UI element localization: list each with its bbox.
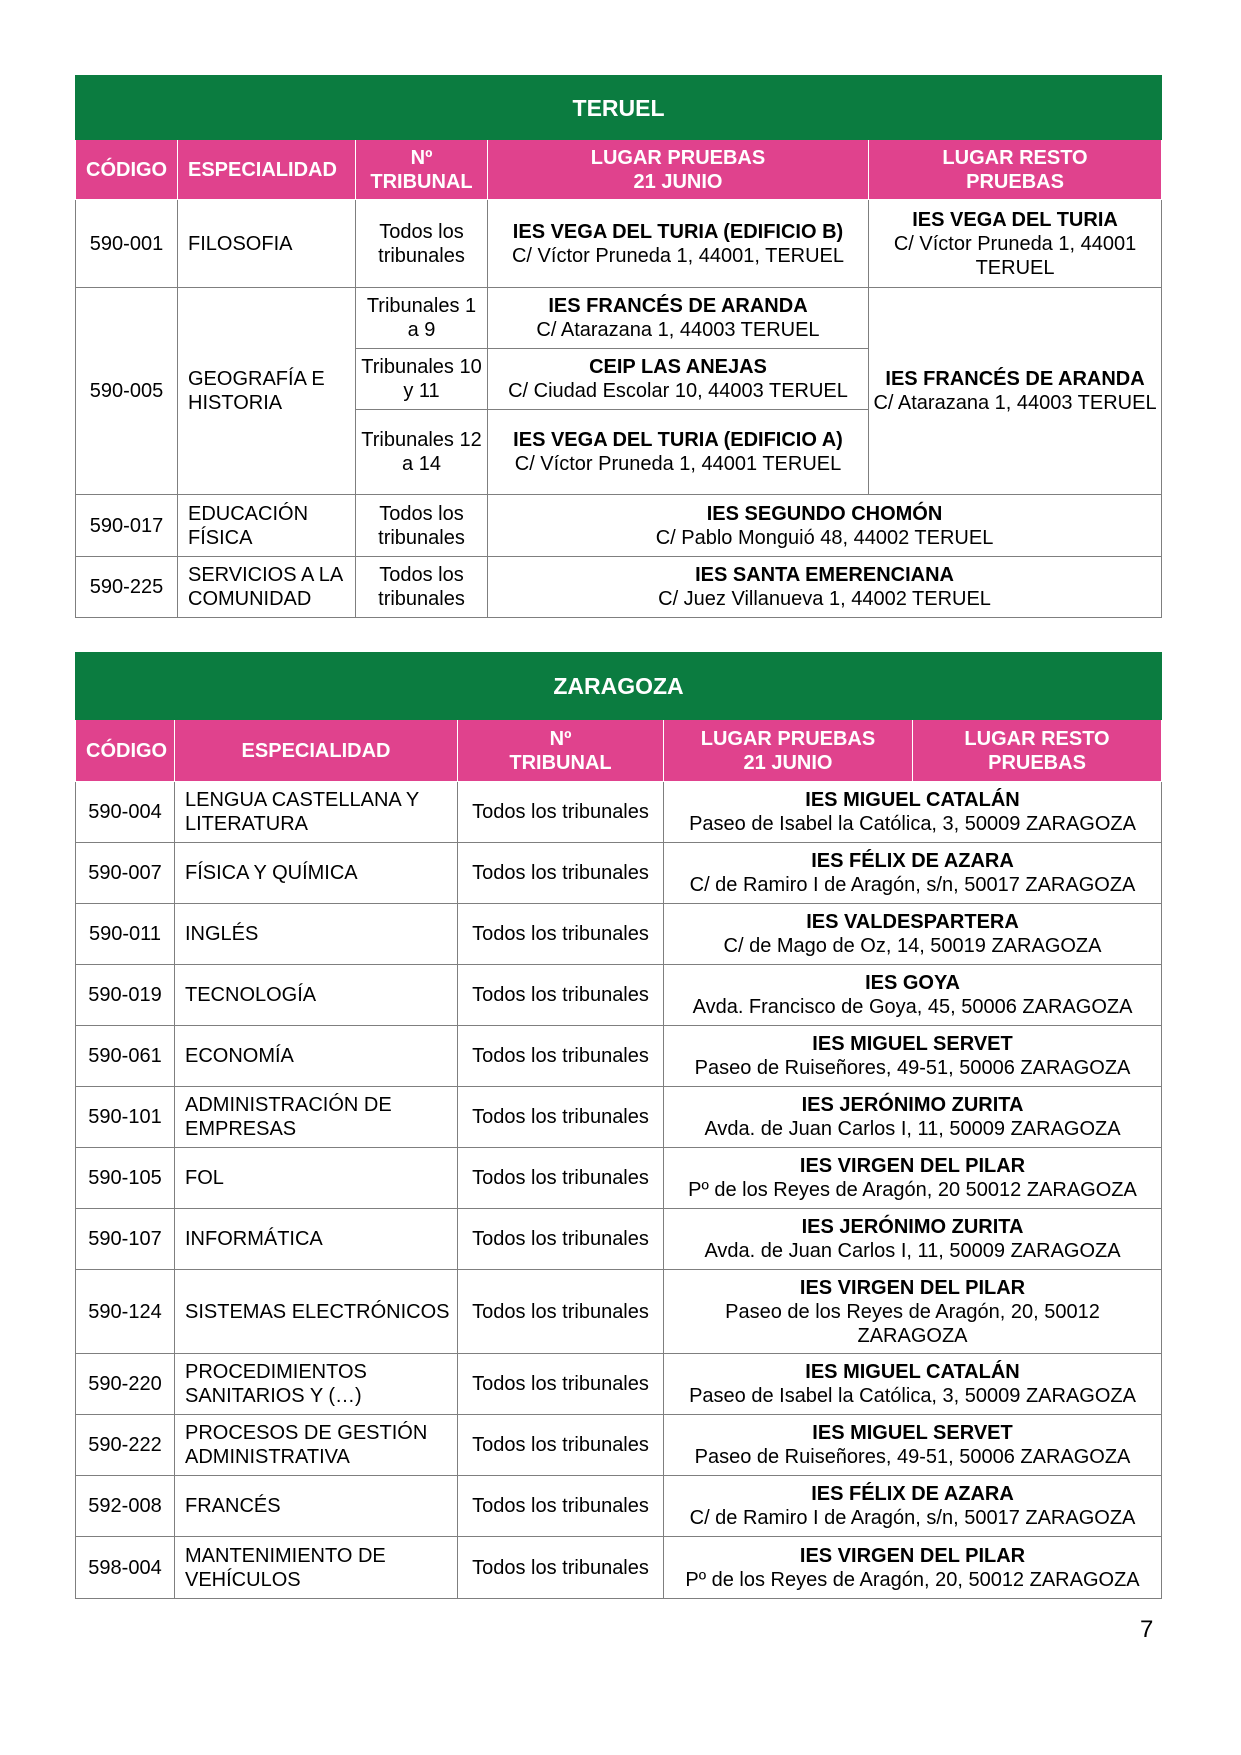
tribunal-cell: Todos los tribunales xyxy=(458,1476,664,1537)
place-cell xyxy=(664,1537,1162,1599)
page-number: 7 xyxy=(1140,1616,1154,1643)
specialty-cell: TECNOLOGÍA xyxy=(175,965,458,1026)
place-address: Avda. Francisco de Goya, 45, 50006 ZARAGOZA xyxy=(692,996,1133,1018)
tribunal-cell: Todos los tribunales xyxy=(458,1537,664,1599)
place-address: C/ Ciudad Escolar 10, 44003 TERUEL xyxy=(508,380,848,402)
place-cell xyxy=(664,843,1162,904)
header-specialty xyxy=(175,720,458,782)
place-cell xyxy=(664,965,1162,1026)
teruel-table xyxy=(75,75,1162,618)
table-row xyxy=(76,1476,1162,1537)
header-rest-label-2: PRUEBAS xyxy=(966,170,1064,193)
place-address: C/ Juez Villanueva 1, 44002 TERUEL xyxy=(658,588,991,610)
place-21-cell xyxy=(488,349,869,410)
specialty-cell: FOL xyxy=(175,1148,458,1209)
tribunal-cell: Tribunales 1 a 9 xyxy=(356,288,488,349)
place-cell xyxy=(664,1415,1162,1476)
place-address: Paseo de Ruiseñores, 49-51, 50006 ZARAGOZA xyxy=(694,1057,1131,1079)
place-address: Paseo de Ruiseñores, 49-51, 50006 ZARAGOZA xyxy=(694,1446,1131,1468)
code-cell: 598-004 xyxy=(76,1537,175,1599)
header-code xyxy=(76,720,175,782)
place-address: Avda. de Juan Carlos I, 11, 50009 ZARAGOZA xyxy=(704,1240,1121,1262)
table-row xyxy=(76,843,1162,904)
header-specialty xyxy=(178,140,356,200)
place-name: IES VIRGEN DEL PILAR xyxy=(799,1276,1026,1299)
rest-cell xyxy=(869,200,1162,288)
place-name: IES VIRGEN DEL PILAR xyxy=(799,1155,1026,1177)
specialty-cell: INGLÉS xyxy=(175,904,458,965)
specialty-cell: SERVICIOS A LA COMUNIDAD xyxy=(178,557,356,618)
code-cell: 590-004 xyxy=(76,782,175,843)
header-rest-label-1: LUGAR RESTO xyxy=(964,727,1110,750)
place-cell xyxy=(664,904,1162,965)
specialty-cell: ECONOMÍA xyxy=(175,1026,458,1087)
specialty-cell: GEOGRAFÍA E HISTORIA xyxy=(178,288,356,495)
place-address: Pº de los Reyes de Aragón, 20 50012 ZARAGOZA xyxy=(688,1179,1137,1201)
tribunal-cell: Todos los tribunales xyxy=(458,965,664,1026)
place-cell xyxy=(664,1270,1162,1354)
code-cell: 590-017 xyxy=(76,495,178,557)
tribunal-cell: Todos los tribunales xyxy=(458,1415,664,1476)
code-cell: 590-005 xyxy=(76,288,178,495)
tribunal-cell: Todos los tribunales xyxy=(458,1354,664,1415)
place-cell xyxy=(664,1087,1162,1148)
place-cell xyxy=(664,1209,1162,1270)
header-place-21-label-1: LUGAR PRUEBAS xyxy=(700,727,876,750)
table-row xyxy=(76,904,1162,965)
code-cell: 590-105 xyxy=(76,1148,175,1209)
place-address: C/ de Mago de Oz, 14, 50019 ZARAGOZA xyxy=(723,935,1102,957)
specialty-cell: EDUCACIÓN FÍSICA xyxy=(178,495,356,557)
table-row xyxy=(76,200,1162,288)
place-name: IES FRANCÉS DE ARANDA xyxy=(885,368,1145,390)
place-name: IES VEGA DEL TURIA (EDIFICIO B) xyxy=(512,220,844,243)
tribunal-cell: Todos los tribunales xyxy=(458,1087,664,1148)
place-name: IES JERÓNIMO ZURITA xyxy=(801,1216,1024,1238)
header-place-21 xyxy=(664,720,913,782)
specialty-cell: INFORMÁTICA xyxy=(175,1209,458,1270)
header-tribunal xyxy=(356,140,488,200)
place-name: IES JERÓNIMO ZURITA xyxy=(801,1094,1024,1116)
code-cell: 590-225 xyxy=(76,557,178,618)
table-row xyxy=(76,288,1162,349)
specialty-cell: PROCESOS DE GESTIÓN ADMINISTRATIVA xyxy=(175,1415,458,1476)
table-row xyxy=(76,495,1162,557)
place-address: C/ Víctor Pruneda 1, 44001, TERUEL xyxy=(511,244,845,267)
code-cell: 590-007 xyxy=(76,843,175,904)
place-cell xyxy=(664,1148,1162,1209)
place-cell xyxy=(488,557,1162,618)
place-address: Paseo de Isabel la Católica, 3, 50009 ZARAGOZA xyxy=(689,813,1136,835)
place-name: IES MIGUEL CATALÁN xyxy=(805,789,1020,811)
header-tribunal xyxy=(458,720,664,782)
header-place-21-label-2: 21 JUNIO xyxy=(743,751,833,774)
table-row xyxy=(76,782,1162,843)
header-code-label: CÓDIGO xyxy=(86,158,168,181)
place-cell xyxy=(664,1354,1162,1415)
header-code-label: CÓDIGO xyxy=(86,739,168,762)
place-address: C/ de Ramiro I de Aragón, s/n, 50017 ZARAGOZA xyxy=(689,1507,1136,1529)
specialty-cell: FILOSOFIA xyxy=(178,200,356,288)
place-address: C/ Atarazana 1, 44003 TERUEL xyxy=(536,319,820,341)
rest-cell xyxy=(869,288,1162,495)
table-row xyxy=(76,1415,1162,1476)
table-row xyxy=(76,1537,1162,1599)
table-title-row xyxy=(76,76,1162,140)
tribunal-cell: Todos los tribunales xyxy=(458,1026,664,1087)
place-name: IES VALDESPARTERA xyxy=(806,911,1019,933)
table-row xyxy=(76,1026,1162,1087)
code-cell: 590-019 xyxy=(76,965,175,1026)
place-address: C/ Víctor Pruneda 1, 44001 TERUEL xyxy=(893,232,1137,279)
code-cell: 590-001 xyxy=(76,200,178,288)
table-row xyxy=(76,1209,1162,1270)
place-name: IES VEGA DEL TURIA (EDIFICIO A) xyxy=(513,429,843,451)
place-name: CEIP LAS ANEJAS xyxy=(589,356,767,378)
tribunal-cell: Todos los tribunales xyxy=(458,843,664,904)
tribunal-cell: Todos los tribunales xyxy=(458,1209,664,1270)
table-title: ZARAGOZA xyxy=(76,653,1162,720)
tribunal-cell: Todos los tribunales xyxy=(356,557,488,618)
header-rest xyxy=(869,140,1162,200)
table-row xyxy=(76,557,1162,618)
header-specialty-label: ESPECIALIDAD xyxy=(241,739,391,762)
place-address: C/ Víctor Pruneda 1, 44001 TERUEL xyxy=(514,453,842,475)
place-address: Paseo de los Reyes de Aragón, 20, 50012 ZARAGOZA xyxy=(725,1300,1100,1347)
table-row xyxy=(76,965,1162,1026)
header-rest xyxy=(913,720,1162,782)
code-cell: 590-107 xyxy=(76,1209,175,1270)
place-cell xyxy=(488,495,1162,557)
header-rest-label-2: PRUEBAS xyxy=(988,751,1086,774)
code-cell: 590-124 xyxy=(76,1270,175,1354)
place-cell xyxy=(664,1026,1162,1087)
place-name: IES VEGA DEL TURIA xyxy=(912,208,1118,231)
header-code xyxy=(76,140,178,200)
place-name: IES SANTA EMERENCIANA xyxy=(695,564,954,586)
table-row xyxy=(76,1354,1162,1415)
specialty-cell: SISTEMAS ELECTRÓNICOS xyxy=(175,1270,458,1354)
tribunal-cell: Todos los tribunales xyxy=(458,1270,664,1354)
place-cell xyxy=(664,1476,1162,1537)
tribunal-cell: Todos los tribunales xyxy=(356,200,488,288)
tribunal-cell: Todos los tribunales xyxy=(458,1148,664,1209)
place-name: IES MIGUEL CATALÁN xyxy=(805,1361,1020,1383)
place-21-cell xyxy=(488,200,869,288)
table-title: TERUEL xyxy=(76,76,1162,140)
place-address: C/ de Ramiro I de Aragón, s/n, 50017 ZARAGOZA xyxy=(689,874,1136,896)
specialty-cell: FRANCÉS xyxy=(175,1476,458,1537)
zaragoza-table xyxy=(75,652,1162,1599)
place-address: Pº de los Reyes de Aragón, 20, 50012 ZARAGOZA xyxy=(685,1568,1140,1591)
place-name: IES FRANCÉS DE ARANDA xyxy=(548,295,808,317)
specialty-cell: FÍSICA Y QUÍMICA xyxy=(175,843,458,904)
header-tribunal-label-2: TRIBUNAL xyxy=(370,170,473,193)
zaragoza-body xyxy=(76,782,1162,1599)
code-cell: 590-011 xyxy=(76,904,175,965)
place-21-cell xyxy=(488,288,869,349)
place-cell xyxy=(664,782,1162,843)
code-cell: 590-101 xyxy=(76,1087,175,1148)
code-cell: 592-008 xyxy=(76,1476,175,1537)
table-row xyxy=(76,1270,1162,1354)
code-cell: 590-061 xyxy=(76,1026,175,1087)
specialty-cell: MANTENIMIENTO DE VEHÍCULOS xyxy=(175,1537,458,1599)
specialty-cell: ADMINISTRACIÓN DE EMPRESAS xyxy=(175,1087,458,1148)
place-address: Paseo de Isabel la Católica, 3, 50009 ZARAGOZA xyxy=(689,1385,1136,1407)
header-specialty-label: ESPECIALIDAD xyxy=(188,158,337,181)
header-tribunal-label-1: Nº xyxy=(549,727,572,750)
code-cell: 590-222 xyxy=(76,1415,175,1476)
specialty-cell: PROCEDIMIENTOS SANITARIOS Y (…) xyxy=(175,1354,458,1415)
place-name: IES FÉLIX DE AZARA xyxy=(811,1483,1014,1505)
header-tribunal-label-1: Nº xyxy=(410,146,433,169)
header-tribunal-label-2: TRIBUNAL xyxy=(509,751,612,774)
place-name: IES MIGUEL SERVET xyxy=(812,1033,1013,1055)
header-place-21-label-2: 21 JUNIO xyxy=(633,170,723,193)
place-name: IES FÉLIX DE AZARA xyxy=(811,850,1014,872)
header-row xyxy=(76,720,1162,782)
table-title-row xyxy=(76,653,1162,720)
tribunal-cell: Todos los tribunales xyxy=(458,782,664,843)
place-address: Avda. de Juan Carlos I, 11, 50009 ZARAGOZA xyxy=(704,1118,1121,1140)
place-address: C/ Pablo Monguió 48, 44002 TERUEL xyxy=(655,526,994,549)
specialty-cell: LENGUA CASTELLANA Y LITERATURA xyxy=(175,782,458,843)
place-21-cell xyxy=(488,410,869,495)
place-address: C/ Atarazana 1, 44003 TERUEL xyxy=(873,392,1157,414)
table-row xyxy=(76,1148,1162,1209)
place-name: IES MIGUEL SERVET xyxy=(812,1422,1013,1444)
tribunal-cell: Tribunales 10 y 11 xyxy=(356,349,488,410)
tribunal-cell: Todos los tribunales xyxy=(458,904,664,965)
place-name: IES SEGUNDO CHOMÓN xyxy=(706,502,943,525)
header-place-21 xyxy=(488,140,869,200)
place-name: IES VIRGEN DEL PILAR xyxy=(799,1544,1026,1567)
table-row xyxy=(76,1087,1162,1148)
header-row xyxy=(76,140,1162,200)
code-cell: 590-220 xyxy=(76,1354,175,1415)
header-place-21-label-1: LUGAR PRUEBAS xyxy=(590,146,766,169)
tribunal-cell: Todos los tribunales xyxy=(356,495,488,557)
header-rest-label-1: LUGAR RESTO xyxy=(942,146,1088,169)
tribunal-cell: Tribunales 12 a 14 xyxy=(356,410,488,495)
place-name: IES GOYA xyxy=(865,972,960,994)
